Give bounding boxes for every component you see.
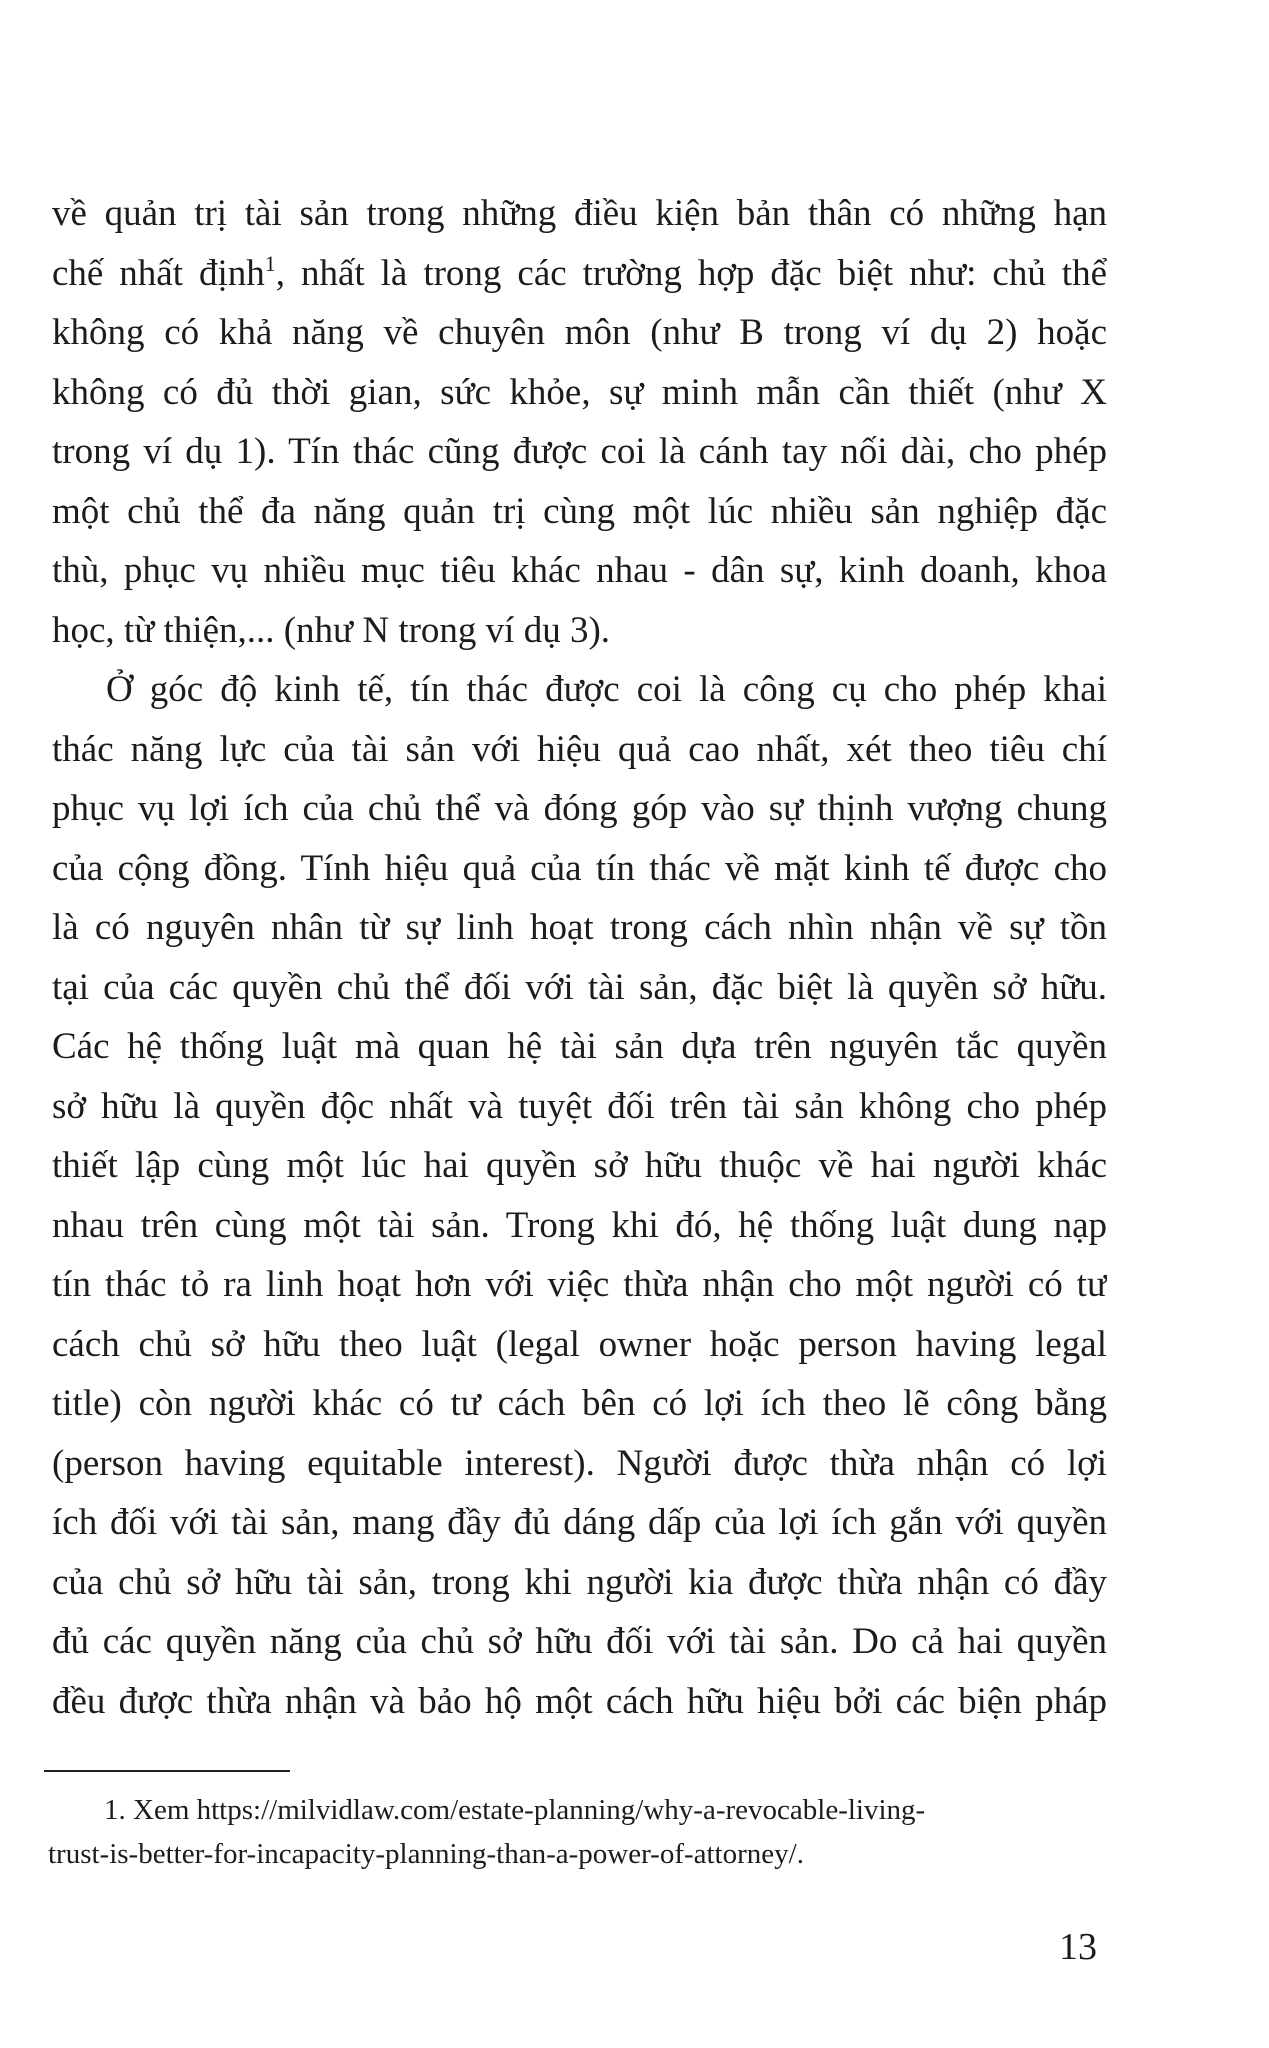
text-line: không có khả năng về chuyên môn (như B trong ví dụ 2) hoặc xyxy=(52,312,1107,353)
text-line: không có đủ thời gian, sức khỏe, sự minh mẫn cần thiết (như X xyxy=(52,371,1107,413)
text-line: Các hệ thống luật mà quan hệ tài sản dựa trên nguyên tắc quyền xyxy=(52,1026,1107,1067)
text-line: một chủ thể đa năng quản trị cùng một lúc nhiều sản nghiệp đặc xyxy=(52,490,1107,532)
text-line: của cộng đồng. Tính hiệu quả của tín thác về mặt kinh tế được cho xyxy=(52,847,1107,889)
text-line: trong ví dụ 1). Tín thác cũng được coi là cánh tay nối dài, cho phép xyxy=(52,431,1107,472)
footnote xyxy=(48,1788,1108,1876)
body-text xyxy=(52,184,1107,1731)
text-line: học, từ thiện,... (như N trong ví dụ 3). xyxy=(52,609,611,651)
text-line: tại của các quyền chủ thể đối với tài sản, đặc biệt là quyền sở hữu. xyxy=(52,966,1107,1008)
text-line: (person having equitable interest). Người được thừa nhận có lợi xyxy=(52,1442,1107,1484)
text-line: của chủ sở hữu tài sản, trong khi người kia được thừa nhận có đầy xyxy=(52,1561,1107,1603)
text-line xyxy=(52,244,1107,304)
footnote-marker: 1 xyxy=(264,250,276,276)
text-line: sở hữu là quyền độc nhất và tuyệt đối trên tài sản không cho phép xyxy=(52,1085,1107,1127)
text-line: đều được thừa nhận và bảo hộ một cách hữu hiệu bởi các biện pháp xyxy=(52,1680,1107,1722)
paragraph-1 xyxy=(52,184,1107,660)
text-line: phục vụ lợi ích của chủ thể và đóng góp vào sự thịnh vượng chung xyxy=(52,788,1107,829)
text-line: thiết lập cùng một lúc hai quyền sở hữu thuộc về hai người khác xyxy=(52,1145,1107,1186)
text-line: nhau trên cùng một tài sản. Trong khi đó, hệ thống luật dung nạp xyxy=(52,1204,1107,1246)
footnote-divider xyxy=(44,1770,290,1772)
text-line: cách chủ sở hữu theo luật (legal owner hoặc person having legal xyxy=(52,1323,1107,1365)
text-fragment: chế nhất định xyxy=(52,252,265,294)
text-line: thác năng lực của tài sản với hiệu quả cao nhất, xét theo tiêu chí xyxy=(52,728,1107,770)
text-line: title) còn người khác có tư cách bên có lợi ích theo lẽ công bằng xyxy=(52,1383,1107,1424)
footnote-line: 1. Xem https://milvidlaw.com/estate-planning/why-a-revocable-living- xyxy=(104,1794,926,1826)
text-line: về quản trị tài sản trong những điều kiện bản thân có những hạn xyxy=(52,193,1107,234)
paragraph-2 xyxy=(52,660,1107,1731)
text-fragment: , nhất là trong các trường hợp đặc biệt như: chủ thể xyxy=(275,252,1107,294)
page-number: 13 xyxy=(1059,1926,1097,1968)
text-line: đủ các quyền năng của chủ sở hữu đối với tài sản. Do cả hai quyền xyxy=(52,1621,1107,1662)
footnote-line: trust-is-better-for-incapacity-planning-than-a-power-of-attorney/. xyxy=(48,1838,804,1870)
text-line: tín thác tỏ ra linh hoạt hơn với việc thừa nhận cho một người có tư xyxy=(52,1264,1107,1305)
text-line: thù, phục vụ nhiều mục tiêu khác nhau - dân sự, kinh doanh, khoa xyxy=(52,550,1107,591)
text-line: ích đối với tài sản, mang đầy đủ dáng dấp của lợi ích gắn với quyền xyxy=(52,1502,1107,1543)
text-line: Ở góc độ kinh tế, tín thác được coi là công cụ cho phép khai xyxy=(106,669,1107,710)
text-line: là có nguyên nhân từ sự linh hoạt trong cách nhìn nhận về sự tồn xyxy=(52,907,1107,948)
